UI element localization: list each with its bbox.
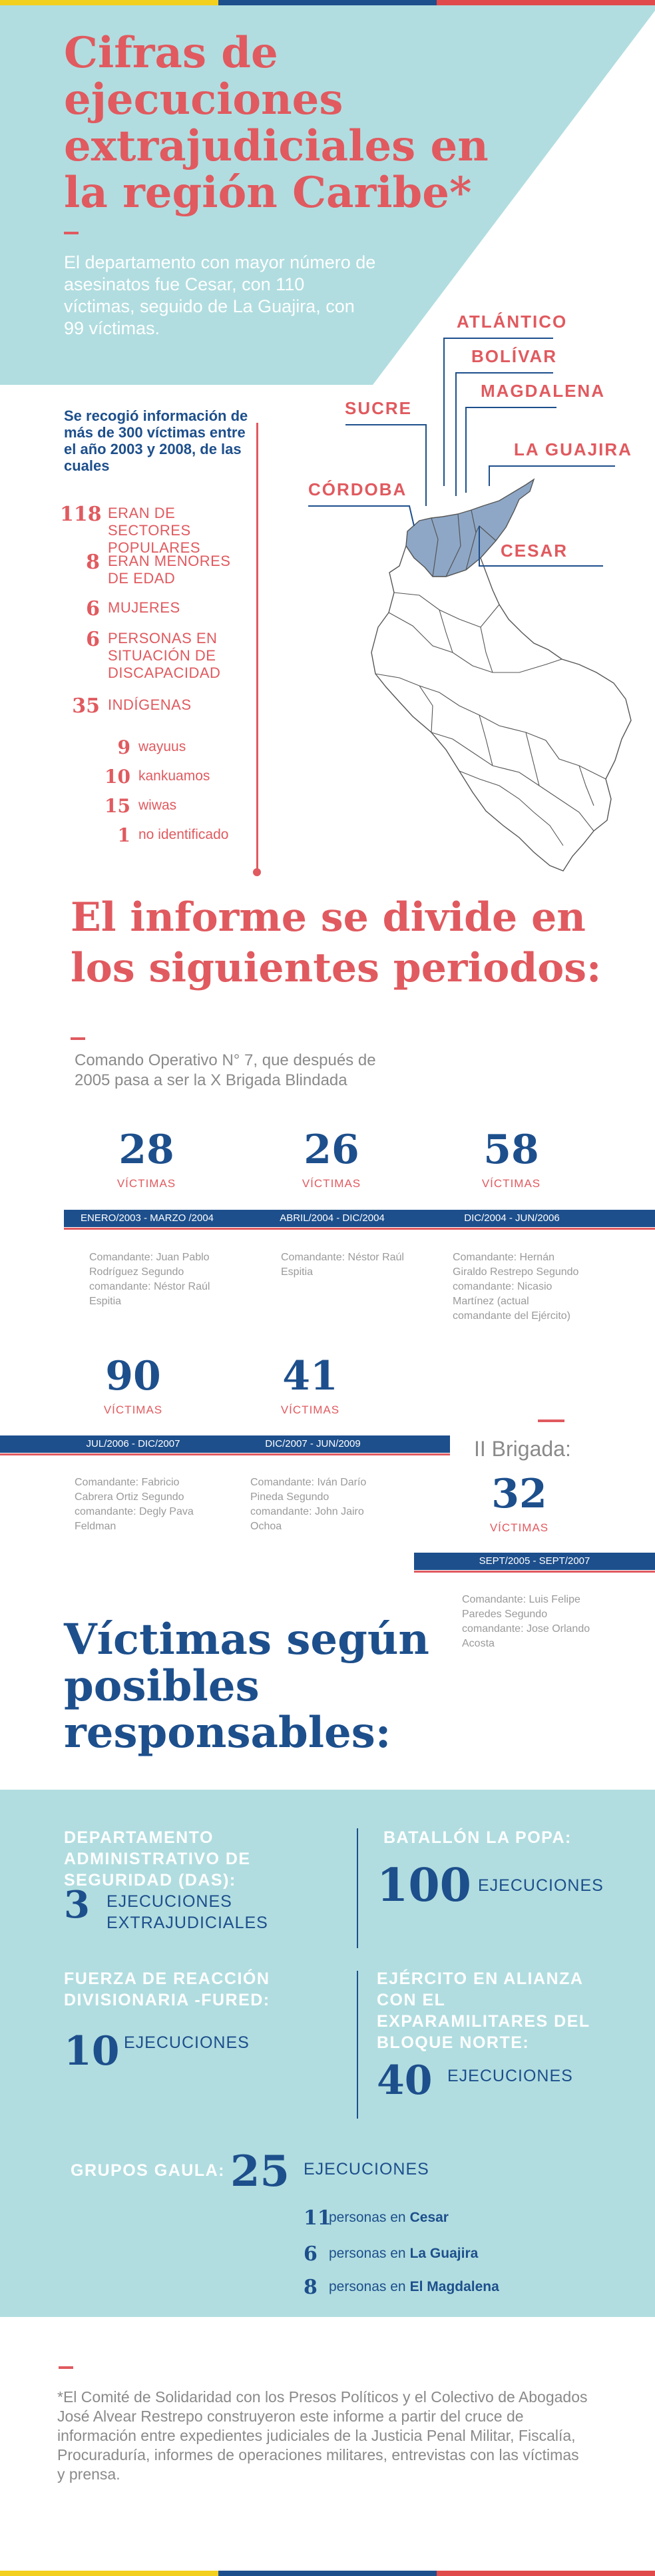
stat-label: INDÍGENAS xyxy=(108,696,192,713)
period-commander: Comandante: Iván Darío Pineda Segundo comandante: John Jairo Ochoa xyxy=(250,1477,367,1532)
indigenous-list xyxy=(100,732,260,850)
period-number: 41 xyxy=(282,1353,338,1400)
indigenous-number: 9 xyxy=(117,736,130,758)
map-label-cesar: CESAR xyxy=(501,541,568,561)
indigenous-row xyxy=(100,820,260,850)
map-label-atlantico: ATLÁNTICO xyxy=(457,312,568,332)
period-range: ABRIL/2004 - DIC/2004 xyxy=(280,1212,385,1224)
gaula-row xyxy=(304,2236,570,2272)
gaula-row-place: Cesar xyxy=(409,2210,449,2225)
period-number: 26 xyxy=(304,1127,359,1173)
das-number: 3 xyxy=(64,1883,90,1927)
indigenous-number: 10 xyxy=(105,765,130,788)
stat-row xyxy=(60,696,260,727)
gaula-name: GRUPOS GAULA: xyxy=(71,2161,225,2180)
periods-group-label: Comando Operativo N° 7, que después de 2005 pasa a ser la X Brigada Blindada xyxy=(75,1051,376,1089)
period-victims-label: VÍCTIMAS xyxy=(481,1177,541,1190)
stat-number: 6 xyxy=(86,597,100,621)
gaula-row-number: 6 xyxy=(304,2242,318,2266)
period-number: 28 xyxy=(118,1127,174,1173)
stat-label: MUJERES xyxy=(108,599,180,616)
stat-number: 118 xyxy=(60,503,102,526)
map-label-bolivar: BOLÍVAR xyxy=(471,346,558,366)
responsibles-divider-top xyxy=(357,1828,358,1948)
ejercito-name: EJÉRCITO EN ALIANZA CON EL EXPARAMILITARES DEL BLOQUE NORTE: xyxy=(377,1969,590,2052)
periods-title: El informe se divide en los siguientes periodos: xyxy=(71,894,602,991)
brigade-label: II Brigada: xyxy=(474,1437,571,1461)
stat-label: ERAN DE SECTORES POPULARES xyxy=(108,505,200,556)
period-bar-accent xyxy=(64,1228,655,1230)
indigenous-label: no identificado xyxy=(138,827,229,842)
footnote-dash xyxy=(59,2366,73,2369)
indigenous-label: wayuus xyxy=(138,739,186,754)
gaula-number: 25 xyxy=(230,2147,290,2196)
popa-number: 100 xyxy=(377,1859,471,1912)
stats-intro: Se recogió información de más de 300 víctimas entre el año 2003 y 2008, de las cuales xyxy=(64,407,248,474)
period-range: DIC/2007 - JUN/2009 xyxy=(265,1438,361,1449)
brigade-commander: Comandante: Luis Felipe Paredes Segundo comandante: Jose Orlando Acosta xyxy=(462,1594,590,1649)
gaula-row xyxy=(304,2200,570,2236)
indigenous-label: wiwas xyxy=(138,798,177,813)
flag-stripe-bottom xyxy=(0,2571,655,2576)
stats-line-dot xyxy=(253,868,261,876)
fured-unit: EJECUCIONES xyxy=(124,2033,250,2052)
header-subtitle: El departamento con mayor número de asesinatos fue Cesar, con 110 víctimas, seguido de La Guajira, con 99 víctimas. xyxy=(64,252,376,338)
gaula-row xyxy=(304,2272,570,2302)
stat-label: ERAN MENORES DE EDAD xyxy=(108,553,231,587)
gaula-row-number: 11 xyxy=(304,2206,331,2230)
indigenous-number: 1 xyxy=(117,824,130,846)
period-bar-accent xyxy=(0,1453,450,1455)
period-range: ENERO/2003 - MARZO /2004 xyxy=(80,1212,214,1224)
map-label-magdalena: MAGDALENA xyxy=(481,381,605,401)
gaula-row-number: 8 xyxy=(304,2275,318,2299)
period-victims-label: VÍCTIMAS xyxy=(280,1404,340,1416)
responsibles-divider-bottom xyxy=(357,1971,358,2119)
fured-number: 10 xyxy=(64,2028,120,2075)
popa-unit: EJECUCIONES xyxy=(478,1876,604,1895)
period-victims-label: VÍCTIMAS xyxy=(103,1404,163,1416)
period-commander: Comandante: Juan Pablo Rodríguez Segundo comandante: Néstor Raúl Espitia xyxy=(89,1252,210,1307)
period-victims-label: VÍCTIMAS xyxy=(116,1177,176,1190)
gaula-row-prefix: personas en xyxy=(329,2210,406,2225)
footnote: *El Comité de Solidaridad con los Presos Políticos y el Colectivo de Abogados José Alvear Restrepo construyeron este informe a partir del cruce de información entre expedientes judiciales de la Justicia Penal Militar, Fiscalía, Procuraduría, informes de operaciones militares, entrevistas con las víctimas y prensa. xyxy=(57,2388,588,2483)
period-commander: Comandante: Hernán Giraldo Restrepo Segundo comandante: Nicasio Martínez (actual comandante del Ejército) xyxy=(453,1252,579,1322)
brigade-number: 32 xyxy=(491,1471,547,1517)
brigade-bar-accent xyxy=(414,1571,655,1573)
stat-label: PERSONAS EN SITUACIÓN DE DISCAPACIDAD xyxy=(108,630,221,681)
brigade-range: SEPT/2005 - SEPT/2007 xyxy=(414,1553,655,1570)
indigenous-row xyxy=(100,732,260,762)
page-title: Cifras de ejecuciones extrajudiciales en la región Caribe* xyxy=(64,28,489,218)
period-number: 58 xyxy=(483,1127,539,1173)
gaula-breakdown xyxy=(304,2200,570,2302)
map-label-cordoba: CÓRDOBA xyxy=(308,479,407,499)
gaula-row-place: El Magdalena xyxy=(409,2279,499,2294)
ejercito-unit: EJECUCIONES xyxy=(447,2067,573,2085)
period-commander: Comandante: Néstor Raúl Espitia xyxy=(281,1252,404,1278)
stat-number: 6 xyxy=(86,628,100,651)
gaula-unit: EJECUCIONES xyxy=(304,2160,429,2179)
popa-name: BATALLÓN LA POPA: xyxy=(383,1828,572,1847)
das-name: DEPARTAMENTO ADMINISTRATIVO DE SEGURIDAD (DAS): xyxy=(64,1828,251,1890)
responsibles-title: Víctimas según posibles responsables: xyxy=(64,1615,429,1758)
gaula-row-prefix: personas en xyxy=(329,2246,406,2261)
period-range: JUL/2006 - DIC/2007 xyxy=(86,1438,180,1449)
period-range: DIC/2004 - JUN/2006 xyxy=(464,1212,560,1224)
indigenous-row xyxy=(100,791,260,820)
indigenous-label: kankuamos xyxy=(138,768,210,784)
period-number: 90 xyxy=(105,1353,161,1400)
map-label-sucre: SUCRE xyxy=(345,398,413,418)
periods-dash xyxy=(71,1037,85,1040)
period-victims-label: VÍCTIMAS xyxy=(302,1177,361,1190)
ejercito-number: 40 xyxy=(377,2057,433,2104)
gaula-row-place: La Guajira xyxy=(409,2246,479,2261)
period-commander: Comandante: Fabricio Cabrera Ortiz Segundo comandante: Degly Pava Feldman xyxy=(75,1477,194,1532)
map-leader-lines xyxy=(0,0,655,666)
brigade-dash xyxy=(538,1419,564,1422)
brigade-victims-label: VÍCTIMAS xyxy=(489,1521,549,1534)
stat-number: 35 xyxy=(72,694,100,718)
indigenous-number: 15 xyxy=(105,794,130,817)
fured-name: FUERZA DE REACCIÓN DIVISIONARIA -FURED: xyxy=(64,1969,270,2009)
das-unit: EJECUCIONES EXTRAJUDICIALES xyxy=(107,1892,268,1932)
map-label-la-guajira: LA GUAJIRA xyxy=(514,439,632,459)
indigenous-row xyxy=(100,762,260,791)
stat-number: 8 xyxy=(86,551,100,574)
gaula-row-prefix: personas en xyxy=(329,2279,406,2294)
